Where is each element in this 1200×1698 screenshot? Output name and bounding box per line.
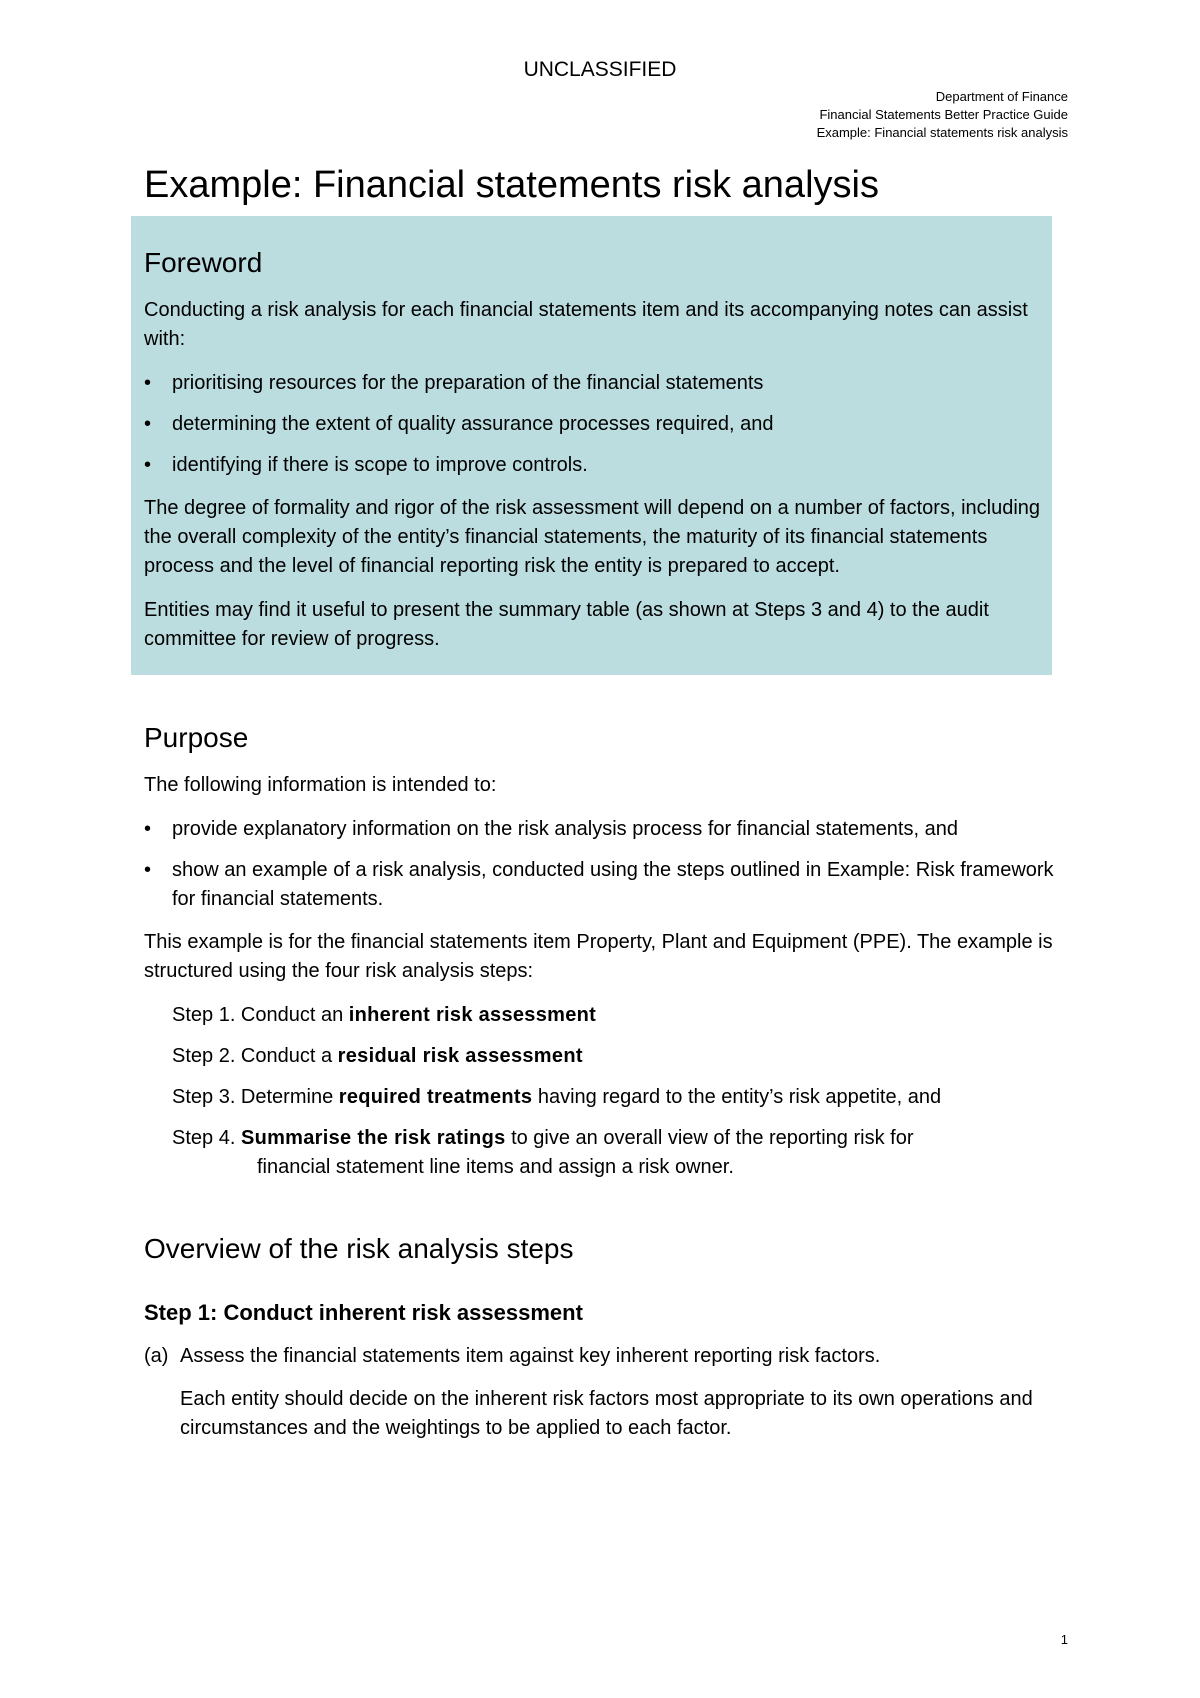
step-text: Step 4. — [172, 1127, 241, 1149]
overview-heading: Overview of the risk analysis steps — [144, 1233, 574, 1264]
department-name: Department of Finance — [935, 89, 1068, 104]
list-item-text: identifying if there is scope to improve controls. — [172, 454, 588, 476]
header-meta — [817, 88, 1068, 142]
bullet-icon: • — [144, 859, 152, 881]
step-emphasis: required treatments — [338, 1086, 533, 1108]
bullet-icon: • — [144, 454, 152, 476]
foreword-box — [131, 216, 1052, 675]
sub-item-paragraph: Each entity should decide on the inherent risk factors most appropriate to its own operations and circumstances and the weightings to be applied to each factor. — [180, 1388, 1033, 1439]
list-item-text: determining the extent of quality assurance processes required, and — [172, 413, 774, 435]
sub-item-text: Assess the financial statements item against key inherent reporting risk factors. — [180, 1345, 881, 1367]
document-name: Example: Financial statements risk analysis — [816, 125, 1068, 140]
purpose-section — [144, 721, 1056, 1182]
list-item-text: show an example of a risk analysis, conducted using the steps outlined in Example: Risk framework for financial statements. — [172, 859, 1054, 910]
list-item — [144, 369, 1052, 398]
list-item-text: provide explanatory information on the risk analysis process for financial statements, and — [172, 818, 958, 840]
step-text-post: to give an overall view of the reporting risk for — [505, 1127, 914, 1149]
list-item — [144, 856, 1056, 914]
step-item — [172, 1083, 1056, 1112]
step-text-post: having regard to the entity’s risk appetite, and — [532, 1086, 942, 1108]
step-text: Step 2. Conduct a — [172, 1045, 338, 1067]
page-content — [144, 162, 1056, 1458]
step1-heading: Step 1: Conduct inherent risk assessment — [144, 1300, 583, 1325]
foreword-bullet-list — [144, 369, 1052, 480]
foreword-heading: Foreword — [144, 247, 263, 278]
sub-item-a — [144, 1342, 1056, 1371]
step-emphasis: Summarise the risk ratings — [240, 1127, 506, 1149]
list-item — [144, 451, 1052, 480]
list-item-text: prioritising resources for the preparation of the financial statements — [172, 372, 764, 394]
page-number: 1 — [1060, 1632, 1068, 1647]
step-text-continuation: financial statement line items and assign a risk owner. — [257, 1156, 734, 1178]
bullet-icon: • — [144, 413, 152, 435]
steps-list — [172, 1001, 1056, 1182]
sub-item-marker: (a) — [144, 1345, 169, 1367]
overview-section — [144, 1232, 1056, 1443]
bullet-icon: • — [144, 818, 152, 840]
step-emphasis: inherent risk assessment — [348, 1004, 597, 1026]
step-emphasis: residual risk assessment — [337, 1045, 583, 1067]
classification-label: UNCLASSIFIED — [523, 58, 677, 81]
step-text: Step 3. Determine — [172, 1086, 339, 1108]
purpose-paragraph-2: This example is for the financial statements item Property, Plant and Equipment (PPE). The example is structured using the four risk analysis steps: — [144, 931, 1053, 982]
page-title: Example: Financial statements risk analysis — [144, 164, 879, 206]
bullet-icon: • — [144, 372, 152, 394]
foreword-intro: Conducting a risk analysis for each financial statements item and its accompanying notes can assist with: — [144, 299, 1028, 350]
purpose-bullet-list — [144, 815, 1056, 914]
step-text: Step 1. Conduct an — [172, 1004, 349, 1026]
step-item — [172, 1001, 1056, 1030]
step-item — [172, 1124, 1056, 1182]
foreword-paragraph-3: Entities may find it useful to present the summary table (as shown at Steps 3 and 4) to the audit committee for review of progress. — [144, 599, 989, 650]
list-item — [144, 815, 1056, 844]
guide-name: Financial Statements Better Practice Guide — [819, 107, 1068, 122]
purpose-intro: The following information is intended to: — [144, 774, 497, 796]
step-item — [172, 1042, 1056, 1071]
list-item — [144, 410, 1052, 439]
purpose-heading: Purpose — [144, 722, 249, 753]
foreword-paragraph-2: The degree of formality and rigor of the risk assessment will depend on a number of factors, including the overall complexity of the entity’s financial statements, the maturity of its financial statements process and the level of financial reporting risk the entity is prepared to accept. — [144, 497, 1041, 577]
